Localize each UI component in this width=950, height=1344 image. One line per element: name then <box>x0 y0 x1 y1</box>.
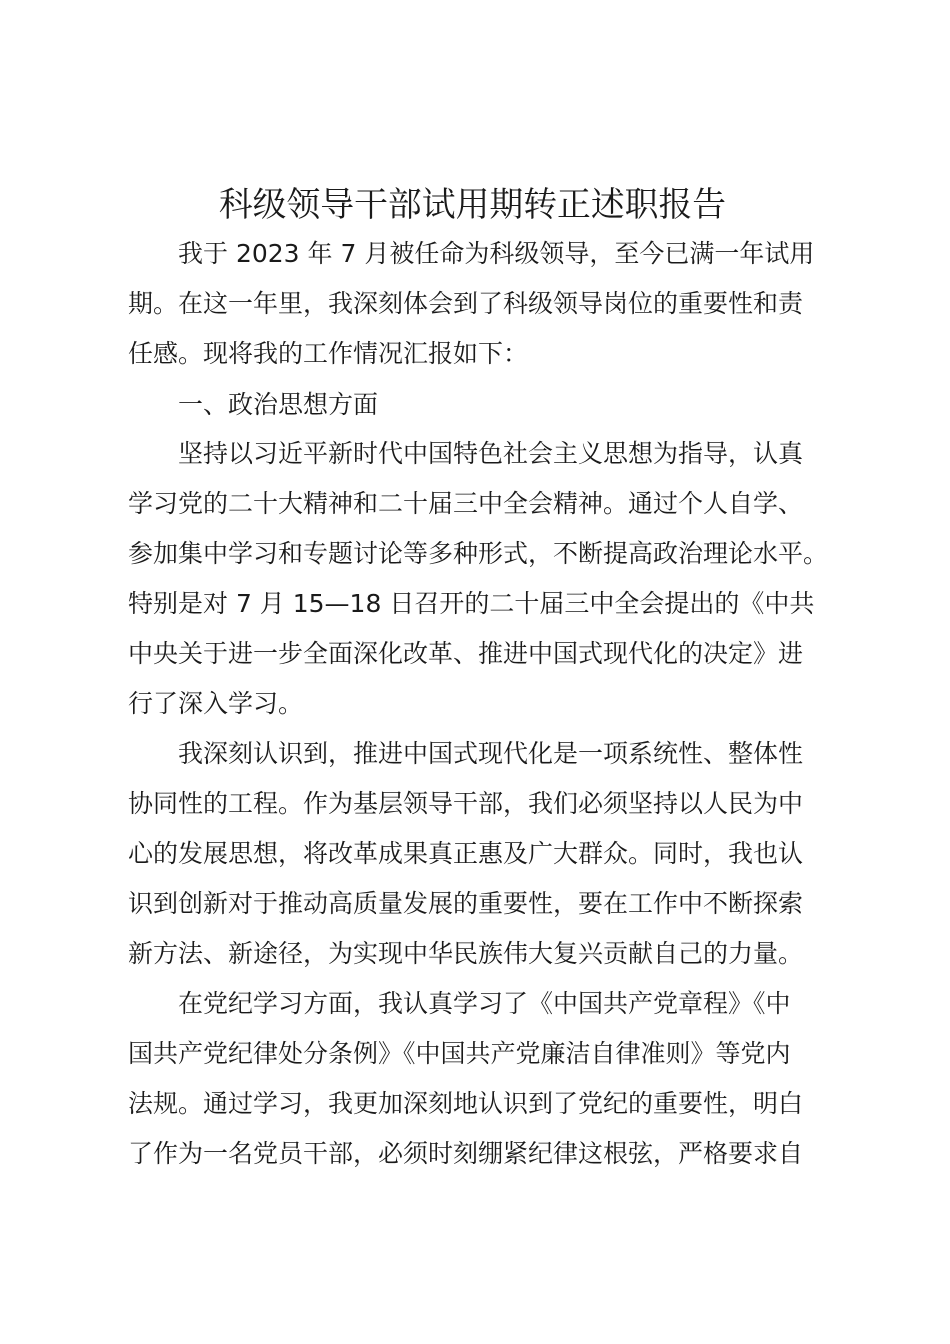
paragraph-line: 参加集中学习和专题讨论等多种形式，不断提高政治理论水平。 <box>128 539 829 568</box>
paragraph-line: 法规。通过学习，我更加深刻地认识到了党纪的重要性，明白 <box>128 1089 804 1118</box>
paragraph-line: 任感。现将我的工作情况汇报如下： <box>128 339 529 368</box>
paragraph-line: 坚持以习近平新时代中国特色社会主义思想为指导，认真 <box>178 439 804 468</box>
paragraph-line: 协同性的工程。作为基层领导干部，我们必须坚持以人民为中 <box>128 789 804 818</box>
paragraph-line: 我于 2023 年 7 月被任命为科级领导，至今已满一年试用 <box>178 239 815 268</box>
paragraph-line: 学习党的二十大精神和二十届三中全会精神。通过个人自学、 <box>128 489 804 518</box>
paragraph-line: 中央关于进一步全面深化改革、推进中国式现代化的决定》进 <box>128 639 804 668</box>
paragraph-line: 新方法、新途径，为实现中华民族伟大复兴贡献自己的力量。 <box>128 939 804 968</box>
paragraph-line: 心的发展思想，将改革成果真正惠及广大群众。同时，我也认 <box>128 839 804 868</box>
paragraph-line: 国共产党纪律处分条例》《中国共产党廉洁自律准则》等党内 <box>128 1039 791 1068</box>
document-title: 科级领导干部试用期转正述职报告 <box>218 185 727 225</box>
paragraph-line: 识到创新对于推动高质量发展的重要性，要在工作中不断探索 <box>128 889 804 918</box>
paragraph-line: 在党纪学习方面，我认真学习了《中国共产党章程》《中 <box>178 989 791 1018</box>
paragraph-line: 了作为一名党员干部，必须时刻绷紧纪律这根弦，严格要求自 <box>128 1139 804 1168</box>
paragraph-line: 行了深入学习。 <box>128 689 304 718</box>
paragraph-line: 期。在这一年里，我深刻体会到了科级领导岗位的重要性和责 <box>128 289 804 318</box>
paragraph-line: 特别是对 7 月 15—18 日召开的二十届三中全会提出的《中共 <box>128 589 815 618</box>
paragraph-line: 我深刻认识到，推进中国式现代化是一项系统性、整体性 <box>178 739 804 768</box>
section-heading: 一、政治思想方面 <box>178 390 379 419</box>
